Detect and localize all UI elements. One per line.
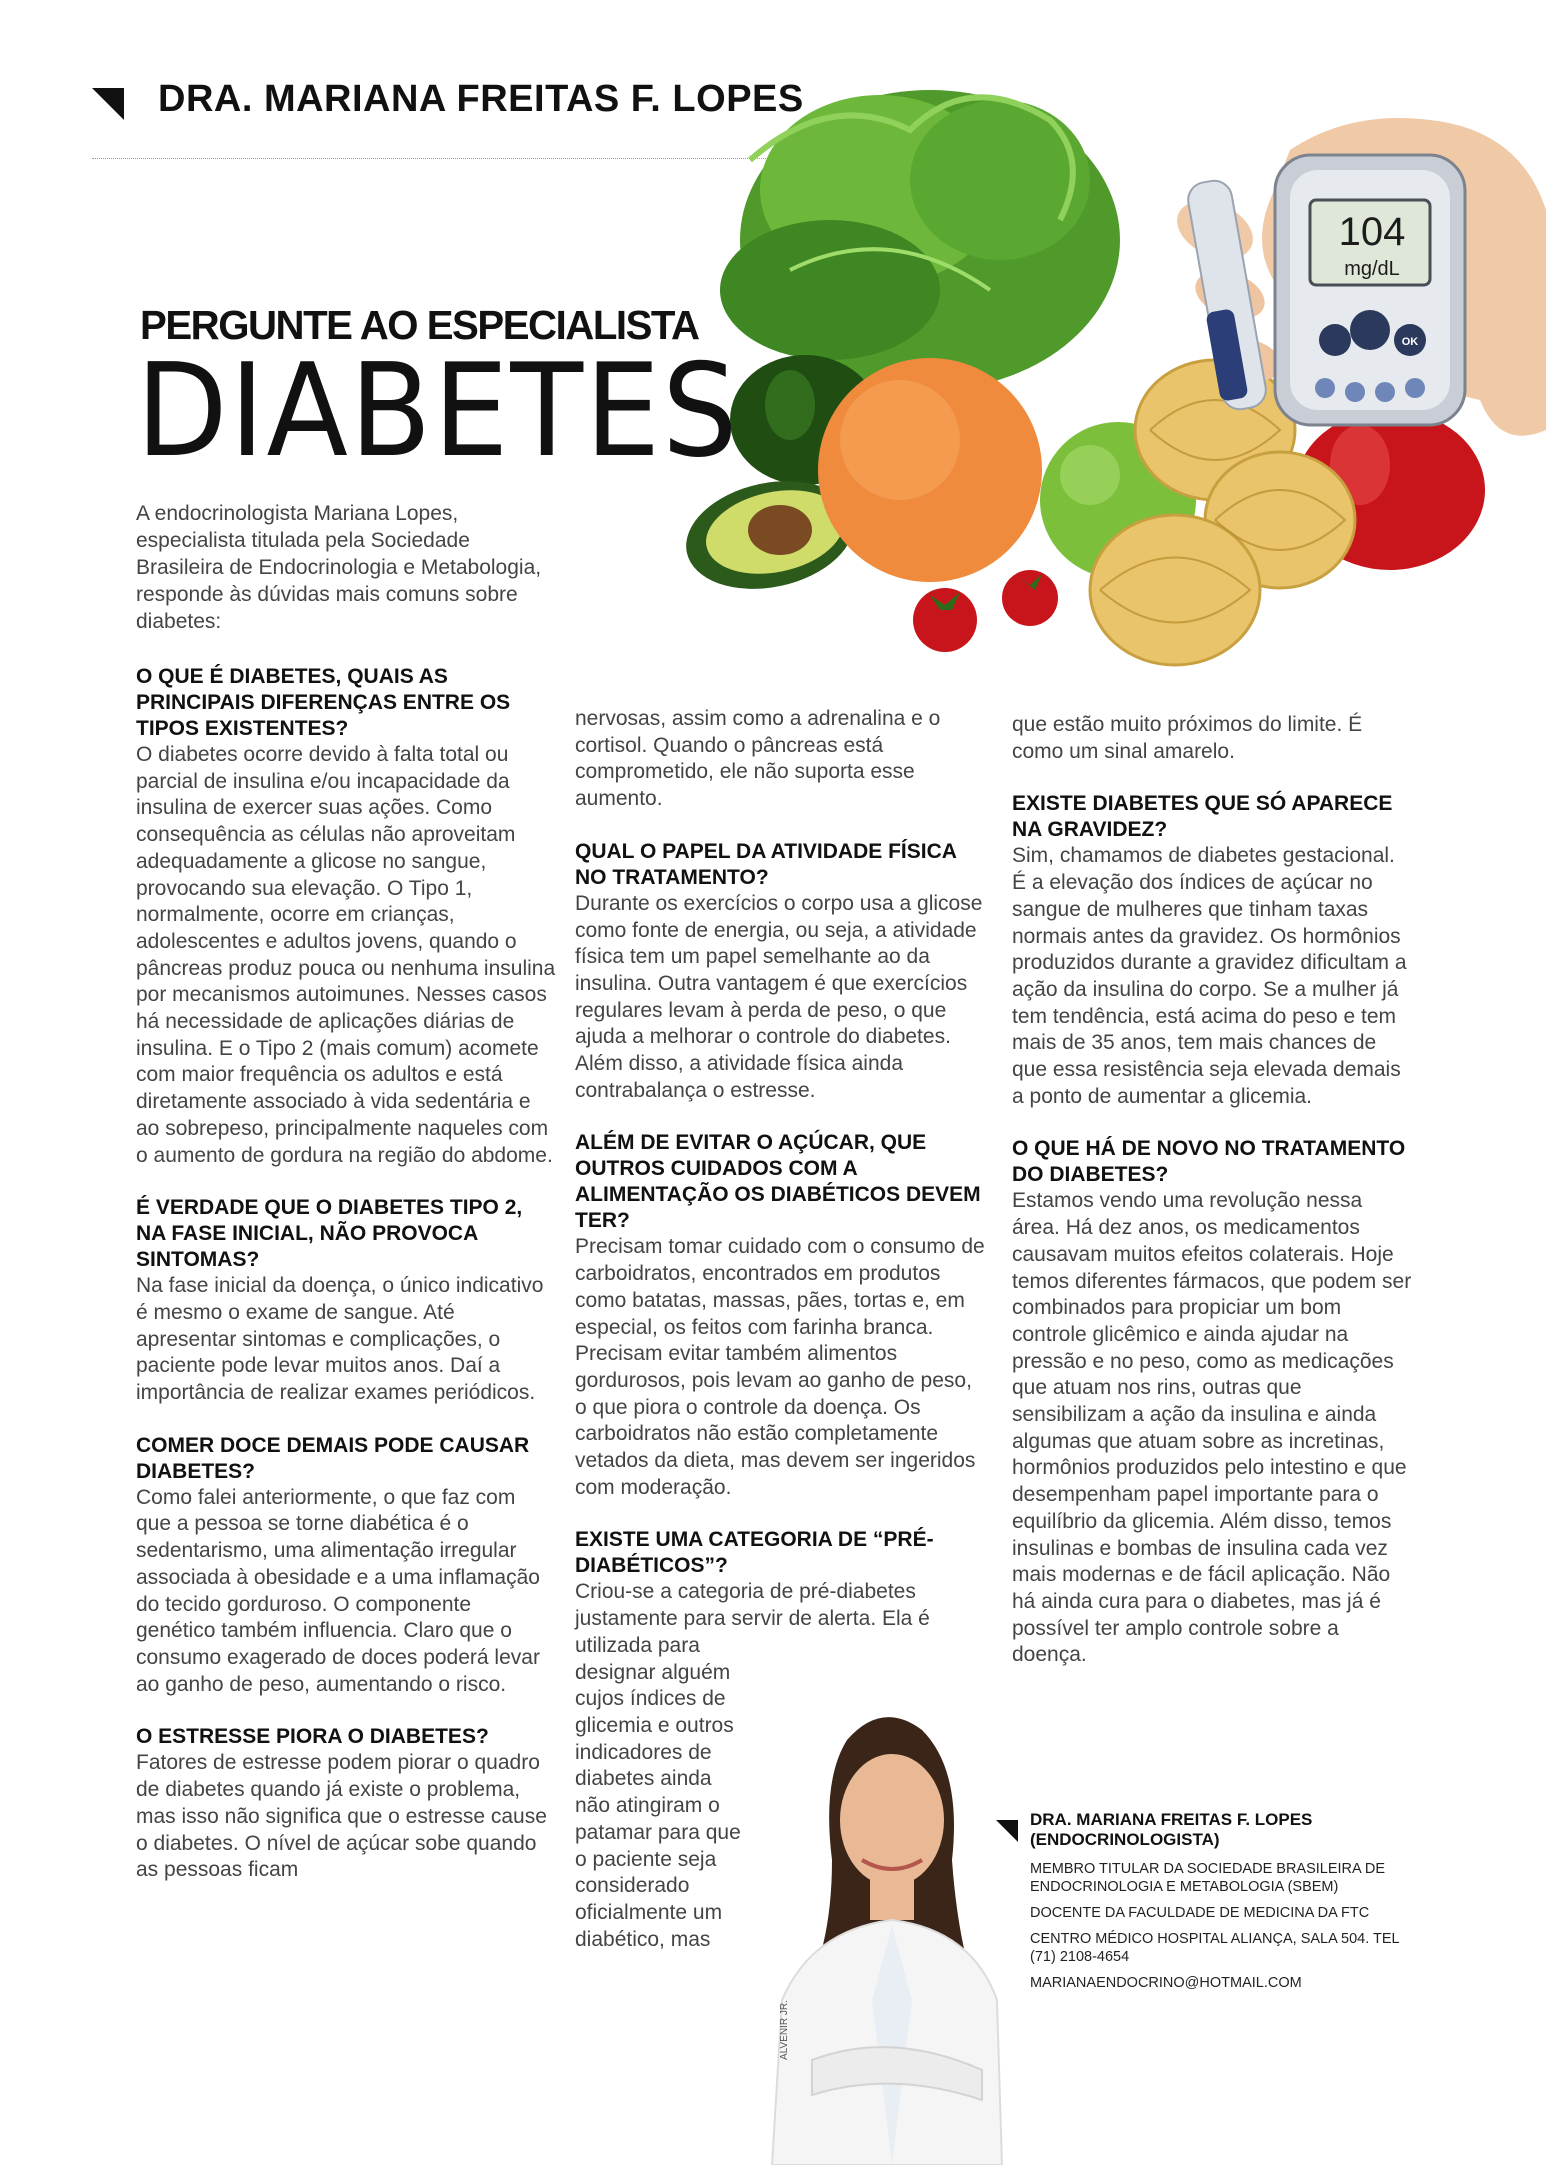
answer-text: Sim, chamamos de diabetes gestacional. É a elevação dos índices de açúcar no sangue de mulheres que tinham taxas normais antes da gravidez. Os hormônios produzidos durante a gravidez dificultam a ação da insulina do corpo. Se a mulher já tem tendência, está acima do peso e tem mais de 35 anos, tem mais chances de que essa resistência seja elevada demais a ponto de aumentar a glicemia. [1012,844,1407,1108]
bio-email-link[interactable]: MARIANAENDOCRINO@HOTMAIL.COM [1030,1975,1302,1991]
page-title: DIABETES [136,337,740,486]
grapefruit-illustration [818,358,1042,582]
answer-text: Estamos vendo uma revolução nessa área. Há dez anos, os medicamentos causavam muitos efeitos colaterais. Hoje temos diferentes fármacos, que podem ser combinados para propiciar um bom controle glicêmico e ainda ajudar na pressão e no peso, como as medicações que atuam nos rins, outras que sensibilizam a ação da insulina e ainda algumas que atuam sobre as incretinas, hormônios produzidos pelo intestino e que desempenham papel importante para o equilíbrio da glicemia. Além disso, temos insulinas e bombas de insulina cada vez mais modernas e de fácil aplicação. Não há ainda cura para o diabetes, mas já é possível ter amplo controle sobre a doença. [1012,1189,1412,1667]
glucometer-ok-label: OK [1401,336,1419,348]
question-heading: QUAL O PAPEL DA ATIVIDADE FÍSICA NO TRATAMENTO? [575,839,957,889]
bio-credential: DOCENTE DA FACULDADE DE MEDICINA DA FTC [1030,1905,1370,1921]
article-column-1 [136,664,556,1910]
tomato-illustration [913,570,1058,652]
question-heading: O ESTRESSE PIORA O DIABETES? [136,1725,489,1749]
answer-text: Criou-se a categoria de pré-diabetes justamente para servir de alerta. Ela é [575,1580,930,1631]
answer-text: O diabetes ocorre devido à falta total ou parcial de insulina e/ou incapacidade da insulina de exercer suas ações. Como consequência as células não aproveitam adequadamente a glicose no sangue, provocando sua elevação. O Tipo 1, normalmente, ocorre em crianças, adolescentes e adultos jovens, quando o pâncreas produz pouca ou nenhuma insulina por mecanismos autoimunes. Nesses casos há necessidade de aplicações diárias de insulina. E o Tipo 2 (mais comum) acomete com maior frequência os adultos e está diretamente associado à vida sedentária e ao sobrepeso, principalmente naqueles com o aumento de gordura na região do abdome. [136,743,556,1167]
header-author-name: DRA. MARIANA FREITAS F. LOPES [158,78,804,120]
answer-text: Fatores de estresse podem piorar o quadro de diabetes quando já existe o problema, mas isso não significa que o estresse cause o diabetes. O nível de açúcar sobe quando as pessoas ficam [136,1751,547,1882]
answer-text-wrap-around-photo: utilizada para designar alguém cujos índices de glicemia e outros indicadores de diabetes ainda não atingiram o patamar para que o paciente seja considerado oficialmente um diabético, mas [575,1633,741,1951]
lettuce-illustration [720,90,1120,390]
answer-text: Na fase inicial da doença, o único indicativo é mesmo o exame de sangue. Até apresentar sintomas e complicações, o paciente pode levar muitos anos. Daí a importância de realizar exames periódicos. [136,1274,544,1405]
answer-text-continued: nervosas, assim como a adrenalina e o cortisol. Quando o pâncreas está comprometido, ele não suporta esse aumento. [575,707,941,811]
author-bio-box [996,1810,1416,2000]
glucometer-reading: 104 [1338,210,1406,254]
article-column-3 [1012,712,1412,1695]
bio-credential: MEMBRO TITULAR DA SOCIEDADE BRASILEIRA DE ENDOCRINOLOGIA E METABOLOGIA (SBEM) [1030,1861,1386,1895]
question-heading: É VERDADE QUE O DIABETES TIPO 2, NA FASE INICIAL, NÃO PROVOCA SINTOMAS? [136,1196,523,1272]
bio-triangle-icon [996,1820,1018,1842]
intro-paragraph: A endocrinologista Mariana Lopes, especialista titulada pela Sociedade Brasileira de Endocrinologia e Metabologia, responde às dúvidas mais comuns sobre diabetes: [136,502,542,633]
question-heading: O QUE HÁ DE NOVO NO TRATAMENTO DO DIABETES? [1012,1137,1406,1187]
glucometer-illustration [1275,155,1465,425]
bio-address: CENTRO MÉDICO HOSPITAL ALIANÇA, SALA 504. TEL (71) 2108-4654 [1030,1931,1400,1965]
answer-text: Como falei anteriormente, o que faz com que a pessoa se torne diabética é o sedentarismo, uma alimentação irregular associada à obesidade e a uma inflamação do tecido gorduroso. O componente genético também influencia. Claro que o consumo exagerado de doces poderá levar ao ganho de peso, aumentando o risco. [136,1485,540,1696]
answer-text-continued: que estão muito próximos do limite. É como um sinal amarelo. [1012,713,1363,763]
glucometer-unit: mg/dL [1344,258,1400,280]
question-heading: COMER DOCE DEMAIS PODE CAUSAR DIABETES? [136,1433,530,1483]
question-heading: EXISTE UMA CATEGORIA DE “PRÉ-DIABÉTICOS”? [575,1528,934,1578]
photo-credit: ALVENIR JR. [779,2000,790,2060]
header-triangle-icon [92,88,124,120]
question-heading: ALÉM DE EVITAR O AÇÚCAR, QUE OUTROS CUIDADOS COM A ALIMENTAÇÃO OS DIABÉTICOS DEVEM TER? [575,1131,981,1233]
answer-text: Durante os exercícios o corpo usa a glicose como fonte de energia, ou seja, a atividade física tem um papel semelhante ao da insulina. Outra vantagem é que exercícios regulares levam à perda de peso, o que ajuda a melhorar o controle do diabetes. Além disso, a atividade física ainda contrabalança o estresse. [575,891,983,1102]
answer-text: Precisam tomar cuidado com o consumo de carboidratos, encontrados em produtos como batatas, massas, pães, tortas e, em especial, os feitos com farinha branca. Precisam evitar também alimentos gordurosos, pois levam ao ganho de peso, o que piora o controle da doença. Os carboidratos não estão completamente vetados da dieta, mas devem ser ingeridos com moderação. [575,1235,985,1499]
question-heading: EXISTE DIABETES QUE SÓ APARECE NA GRAVIDEZ? [1012,792,1393,842]
bio-name: DRA. MARIANA FREITAS F. LOPES (ENDOCRINOLOGISTA) [1030,1810,1313,1849]
doctor-portrait-photo [752,1700,1016,2165]
question-heading: O QUE É DIABETES, QUAIS AS PRINCIPAIS DIFERENÇAS ENTRE OS TIPOS EXISTENTES? [136,665,511,740]
hero-food-and-glucometer-image [630,70,1546,710]
section-kicker: PERGUNTE AO ESPECIALISTA [140,302,699,348]
